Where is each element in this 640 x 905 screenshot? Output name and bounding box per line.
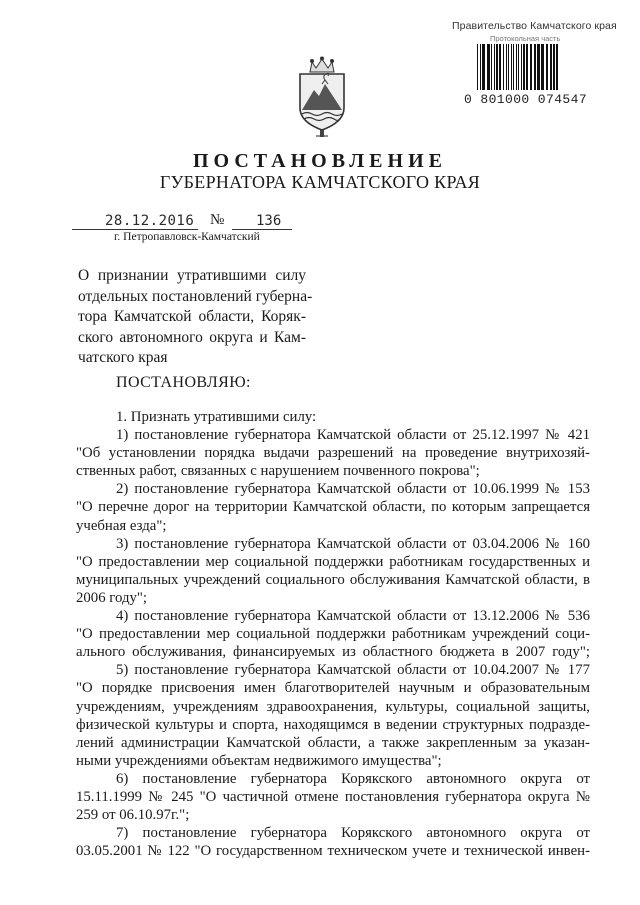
- subject-line: О признании утратившими силу: [78, 267, 306, 284]
- document-title: ПОСТАНОВЛЕНИЕ: [193, 150, 447, 172]
- barcode-bar: [518, 44, 519, 90]
- body-line: "О порядке присвоения имен благотворителей научным и образовательным: [76, 680, 590, 697]
- number-sign: №: [210, 212, 225, 228]
- document-body: [76, 408, 590, 860]
- barcode-bar: [516, 44, 517, 90]
- barcode-bar: [513, 44, 514, 90]
- city: г. Петропавловск-Камчатский: [114, 231, 260, 243]
- barcode-bar: [556, 44, 558, 90]
- body-line: муниципальных учреждений социального обслуживания Камчатской области, в: [76, 571, 590, 588]
- stamp-subtitle: Протокольная часть: [490, 34, 561, 43]
- barcode-bar: [496, 44, 498, 90]
- body-line: физической культуры и спорта, находящимся в ведении структурных подразде-: [76, 716, 590, 733]
- barcode-bar: [523, 44, 525, 90]
- barcode-bar: [499, 44, 501, 90]
- body-line: 15.11.1999 № 245 "О частичной отмене постановления губернатора округа №: [76, 788, 590, 805]
- barcode-bar: [537, 44, 540, 90]
- barcode: [476, 44, 608, 90]
- barcode-bar: [546, 44, 548, 90]
- barcode-bar: [482, 44, 485, 90]
- body-line: "О перечне дорог на территории Камчатской области, по которым запрещается: [76, 499, 590, 516]
- barcode-bar: [508, 44, 509, 90]
- date-underline: [72, 229, 198, 230]
- body-line: ственных работ, связанных с нарушением почвенного покрова";: [76, 463, 480, 480]
- number-underline: [232, 229, 292, 230]
- document-subtitle: ГУБЕРНАТОРА КАМЧАТСКОГО КРАЯ: [159, 172, 481, 192]
- subject-line: ского автономного округа и Кам-: [78, 328, 306, 346]
- barcode-bar: [506, 44, 507, 90]
- body-line: ального обслуживания, финансируемых из областного бюджета в 2007 году";: [76, 644, 590, 661]
- document-number: 136: [256, 213, 282, 229]
- subject-line: чатского края: [78, 349, 168, 366]
- barcode-bar: [534, 44, 536, 90]
- body-line: 4) постановление губернатора Камчатской области от 13.12.2006 № 536: [116, 608, 590, 625]
- subject-line: отдельных постановлений губерна-: [78, 287, 313, 305]
- barcode-bar: [477, 44, 478, 90]
- barcode-bar: [491, 44, 492, 90]
- body-line: ными учреждениями объектам недвижимого имущества";: [76, 752, 442, 769]
- barcode-bar: [503, 44, 504, 90]
- body-line: "О предоставлении мер социальной поддержки работникам государственных и: [76, 553, 590, 570]
- barcode-number: 0 801000 074547: [464, 92, 588, 107]
- body-line: 2) постановление губернатора Камчатской области от 10.06.1999 № 153: [116, 481, 590, 498]
- barcode-bar: [480, 44, 481, 90]
- body-line: 03.05.2001 № 122 "О государственном техническом учете и технической инвен-: [76, 843, 590, 860]
- barcode-bar: [530, 44, 532, 90]
- body-line: "Об установлении порядка выдачи разрешений на проведение внутрихозяй-: [76, 445, 590, 462]
- stamp-title: Правительство Камчатского края: [452, 20, 617, 32]
- body-line: 1) постановление губернатора Камчатской области от 25.12.1997 № 421: [116, 427, 590, 444]
- barcode-bar: [487, 44, 490, 90]
- body-line: учебная езда";: [76, 517, 167, 534]
- body-line: 259 от 06.10.97г.";: [76, 807, 190, 824]
- kamchatka-coat-of-arms-icon: [292, 56, 352, 138]
- body-line: 2006 году";: [76, 589, 148, 606]
- body-line: 5) постановление губернатора Камчатской области от 10.04.2007 № 177: [116, 662, 590, 679]
- document-date: 28.12.2016: [105, 213, 195, 229]
- subject-line: тора Камчатской области, Коряк-: [78, 308, 306, 325]
- body-line: "О предоставлении мер социальной поддержки работникам учреждений соци-: [76, 626, 590, 643]
- body-line: учреждениям, учреждениям здравоохранения, культуры, социальной защиты,: [76, 698, 590, 715]
- body-line: 3) постановление губернатора Камчатской области от 03.04.2006 № 160: [116, 535, 590, 552]
- barcode-bar: [553, 44, 555, 90]
- body-line: 1. Признать утратившими силу:: [116, 409, 317, 425]
- body-line: лений администрации Камчатской области, а также закрепленным за указан-: [76, 734, 590, 751]
- subject-block: [78, 266, 313, 369]
- barcode-bar: [541, 44, 544, 90]
- barcode-bar: [550, 44, 552, 90]
- barcode-bar: [494, 44, 495, 90]
- body-line: 6) постановление губернатора Корякского автономного округа от: [116, 770, 590, 787]
- resolve-heading: ПОСТАНОВЛЯЮ:: [116, 374, 251, 391]
- body-line: 7) постановление губернатора Корякского автономного округа от: [116, 825, 590, 842]
- barcode-bar: [526, 44, 528, 90]
- barcode-bar: [511, 44, 512, 90]
- barcode-bar: [521, 44, 522, 90]
